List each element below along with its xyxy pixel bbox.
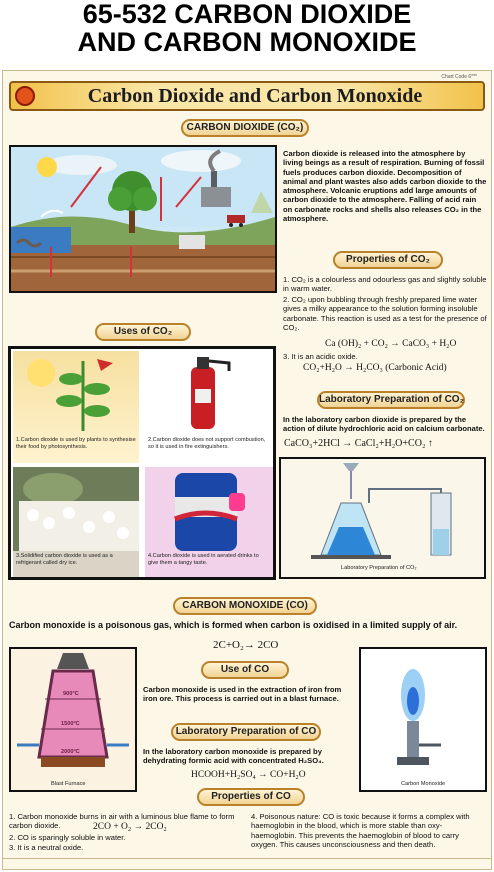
co2-lab-heading: Laboratory Preparation of CO₂ bbox=[317, 391, 465, 409]
co-lab-heading: Laboratory Preparation of CO bbox=[171, 723, 321, 741]
product-heading bbox=[0, 0, 494, 62]
use-3-caption: 3.Solidified carbon dioxide is used as a refrigerant called dry ice. bbox=[16, 553, 113, 566]
bunsen-burner-icon bbox=[361, 649, 485, 773]
co2-lab-caption: Laboratory Preparation of CO₂ bbox=[341, 565, 417, 571]
soda-can-icon bbox=[145, 467, 273, 551]
publisher-logo-icon bbox=[15, 86, 35, 106]
co-formation-equation: 2C+O₂→ 2CO bbox=[213, 639, 279, 651]
co-use-text: Carbon monoxide is used in the extraction of iron from iron ore. This process is carried out in a blast furnace. bbox=[143, 685, 342, 704]
co2-heading: CARBON DIOXIDE (CO₂) bbox=[181, 119, 309, 137]
use-extinguisher-card bbox=[145, 351, 273, 463]
poster-title-bar bbox=[9, 74, 485, 111]
co-properties-heading: Properties of CO bbox=[197, 788, 305, 806]
use-aerated-drinks-card bbox=[145, 467, 273, 577]
use-4-caption: 4.Carbon dioxide is used in aerated drinks to give them a tangy taste. bbox=[148, 553, 259, 566]
lab-apparatus-drawing bbox=[281, 459, 484, 563]
poster bbox=[2, 70, 492, 870]
co-burner-illustration bbox=[359, 647, 487, 792]
poster-title: Carbon Dioxide and Carbon Monoxide bbox=[87, 85, 423, 107]
co-combustion-equation: 2CO + O₂ → 2CO₂ bbox=[93, 822, 167, 832]
co-intro-text: Carbon monoxide is a poisonous gas, which is formed when carbon is oxidised in a limited supply of air. bbox=[9, 620, 458, 630]
co-heading: CARBON MONOXIDE (CO) bbox=[173, 597, 317, 615]
furnace-temp-2: 1500°C bbox=[61, 721, 80, 727]
chart-code: Chart Code 6*** bbox=[441, 74, 477, 80]
co-use-heading: Use of CO bbox=[201, 661, 289, 679]
co-property-2: 2. CO is sparingly soluble in water. bbox=[9, 833, 126, 842]
co2-property-3: 3. It is an acidic oxide. bbox=[283, 352, 358, 361]
blast-furnace-illustration bbox=[9, 647, 137, 792]
co-lab-equation: HCOOH+H₂SO₄ → CO+H₂O bbox=[191, 770, 306, 780]
fire-extinguisher-icon bbox=[145, 351, 273, 433]
co2-lab-text: In the laboratory carbon dioxide is prepared by the action of dilute hydrochloric acid on calcium carbonate. bbox=[283, 415, 485, 434]
product-heading-line2: AND CARBON MONOXIDE bbox=[77, 27, 417, 57]
use-photosynthesis-card bbox=[13, 351, 139, 463]
co-property-1: 1. Carbon monoxide burns in air with a luminous blue flame to form carbon dioxide. bbox=[9, 812, 235, 831]
co2-properties-heading: Properties of CO₂ bbox=[333, 251, 443, 269]
co-lab-text: In the laboratory carbon monoxide is prepared by dehydrating formic acid with concentrated H₂SO₄. bbox=[143, 747, 324, 766]
co2-limewater-equation: Ca (OH)₂ + CO₂ → CaCO₃ + H₂O bbox=[325, 339, 457, 349]
co-property-4: 4. Poisonous nature: CO is toxic because it forms a complex with haemoglobin in the blood, which is more stable than oxy-haemoglobin. This prevents the haemoglobin of blood to carry oxygen. This causes unconsciousness and then death. bbox=[251, 812, 470, 849]
co-property-3: 3. It is a neutral oxide. bbox=[9, 843, 84, 852]
furnace-temp-1: 900°C bbox=[63, 691, 79, 697]
co2-intro-text: Carbon dioxide is released into the atmosphere by living beings as a result of respiration. Burning of fossil fuels produces carbon dioxide. Decomposition of animal and plant wastes also adds carbon dioxide to the atmosphere. Volcanic eruptions add large amounts of carbon dioxide to the atmosphere. Falling of acid rain on carbonate rocks and shells also releases CO₂ in the atmosphere. bbox=[283, 149, 487, 224]
dry-ice-icon bbox=[13, 467, 139, 551]
furnace-caption: Blast Furnace bbox=[51, 781, 86, 787]
product-heading-line1: 65-532 CARBON DIOXIDE bbox=[82, 0, 412, 29]
co2-lab-equation: CaCO₃+2HCl → CaCl₂+H₂O+CO₂ ↑ bbox=[284, 438, 433, 449]
use-dry-ice-card bbox=[13, 467, 139, 577]
co2-property-2: 2. CO₂ upon bubbling through freshly prepared lime water gives a milky appearance to the solution forming insoluble carbonate. This reaction is used as a test for the presence of CO₂. bbox=[283, 295, 487, 332]
burner-caption: Carbon Monoxide bbox=[401, 781, 446, 787]
use-2-caption: 2.Carbon dioxide does not support combustion, so it is used in fire extinguishers. bbox=[148, 437, 266, 450]
furnace-temp-3: 2000°C bbox=[61, 749, 80, 755]
plant-icon bbox=[13, 351, 139, 433]
co2-property-1: 1. CO₂ is a colourless and odourless gas and slightly soluble in warm water. bbox=[283, 275, 487, 294]
co2-carbonic-acid-equation: CO₂+H₂O → H₂CO₃ (Carbonic Acid) bbox=[303, 363, 447, 373]
carbon-cycle-drawing bbox=[11, 147, 275, 291]
co2-lab-apparatus bbox=[279, 457, 486, 579]
co2-uses-panel bbox=[8, 346, 276, 580]
co2-uses-heading: Uses of CO₂ bbox=[95, 323, 191, 341]
use-1-caption: 1.Carbon dioxide is used by plants to synthesise their food by photosynthesis. bbox=[16, 437, 136, 450]
poster-footer bbox=[3, 858, 491, 869]
carbon-cycle-illustration bbox=[9, 145, 277, 293]
